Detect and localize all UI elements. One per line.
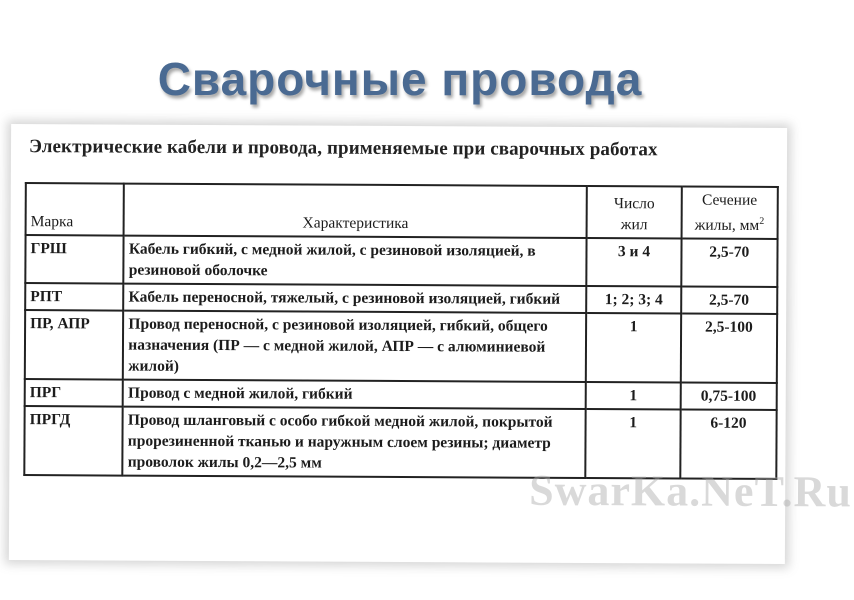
cell-section: 0,75-100 — [680, 383, 776, 411]
table-title: Электрические кабели и провода, применяемые при сварочных работах — [28, 136, 658, 161]
table-row — [25, 379, 777, 410]
cell-mark: ПРГД — [24, 406, 123, 476]
cell-section: 2,5-100 — [680, 314, 777, 384]
cell-section: 6-120 — [680, 410, 777, 480]
cell-cores: 3 и 4 — [587, 238, 682, 286]
header-mark — [26, 183, 125, 236]
cell-description: Провод шланговый с особо гибкой медной жилой, покрытой прорезиненной тканью и наружным слоем резины; диаметр проволок жилы 0,2—2,5 мм — [123, 407, 586, 478]
header-section-sup: 2 — [759, 215, 765, 227]
cell-cores: 1 — [586, 409, 681, 478]
cell-cores: 1; 2; 3; 4 — [587, 286, 681, 313]
header-section-line2: жилы, мм — [694, 216, 760, 235]
cables-table — [23, 182, 779, 480]
header-cores-line1: Число — [613, 195, 655, 213]
cell-mark: ПРГ — [25, 379, 123, 407]
table-row — [25, 310, 777, 383]
cell-description: Провод переносной, с резиновой изоляцией, гибкий, общего назначения (ПР — с медной жилой, АПР — с алюминиевой жилой) — [123, 311, 586, 382]
cell-cores: 1 — [586, 382, 680, 409]
cell-mark: ГРШ — [25, 235, 124, 284]
cell-description: Провод с медной жилой, гибкий — [123, 380, 586, 409]
cell-cores: 1 — [586, 313, 681, 382]
header-section — [681, 186, 778, 239]
header-section-line1: Сечение — [701, 191, 758, 209]
cell-description: Кабель гибкий, с медной жилой, с резиновой изоляцией, в резиновой оболочке — [124, 236, 587, 286]
cell-mark: РПТ — [25, 283, 123, 311]
table-row — [25, 283, 777, 314]
cell-section: 2,5-70 — [681, 239, 778, 288]
table-header-row — [26, 183, 778, 239]
table-row — [24, 406, 776, 479]
header-description-label: Характеристика — [302, 214, 409, 233]
cell-mark: ПР, АПР — [25, 310, 124, 380]
watermark: SwarKa.NeT.Ru — [529, 465, 853, 517]
table-card — [9, 124, 853, 564]
header-cores — [587, 186, 682, 239]
slide-title: Сварочные провода — [157, 53, 643, 105]
header-description — [124, 184, 587, 239]
cell-section: 2,5-70 — [681, 287, 777, 315]
header-mark-label: Марка — [30, 213, 74, 231]
cell-description: Кабель переносной, тяжелый, с резиновой изоляцией, гибкий — [124, 284, 587, 313]
table-row — [25, 235, 777, 287]
header-cores-line2: жил — [620, 216, 648, 234]
